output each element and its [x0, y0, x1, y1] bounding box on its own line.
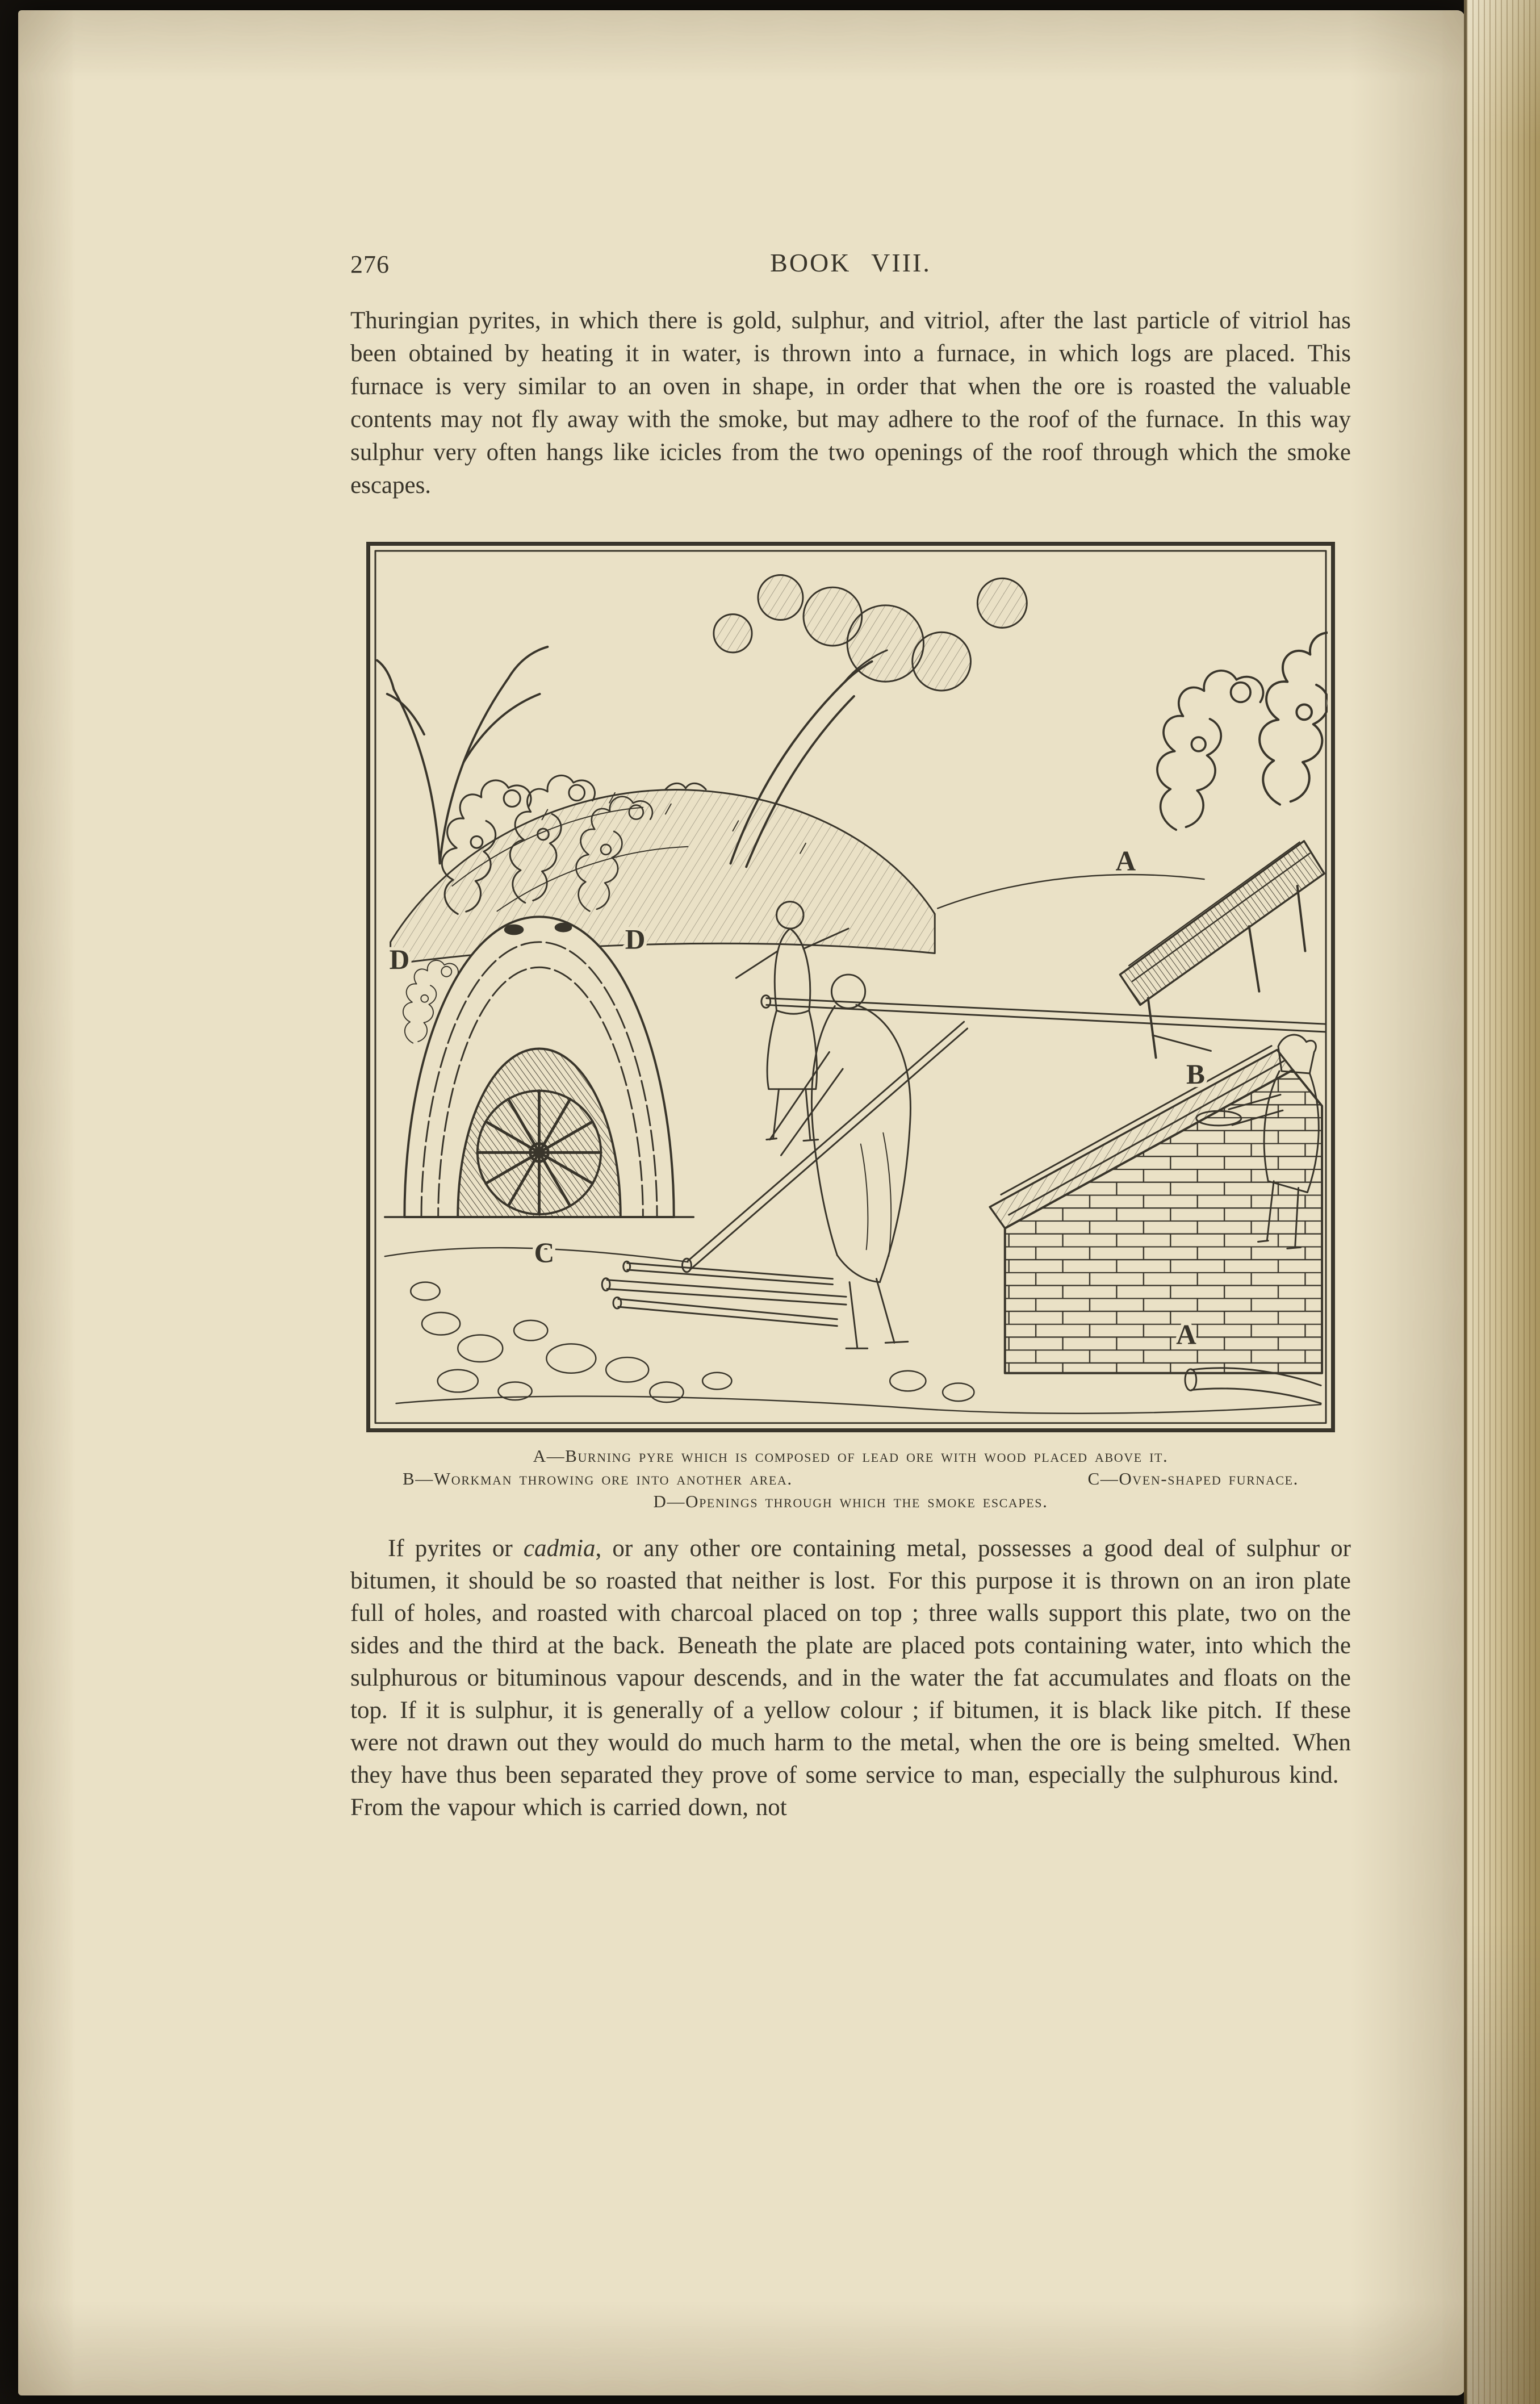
- figure-label-a-bottom: A: [1176, 1319, 1196, 1351]
- book-fore-edge: [1464, 0, 1540, 2404]
- figure-caption: [366, 1445, 1335, 1513]
- page-number: 276: [350, 250, 390, 278]
- page-header: [350, 248, 1351, 282]
- text-column: [350, 248, 1351, 1824]
- long-pole: [761, 996, 1325, 1032]
- running-head: BOOK VIII.: [770, 248, 931, 277]
- paragraph-1: Thuringian pyrites, in which there is gold, sulphur, and vitriol, after the last particle of vitriol has been obtained by heating it in water, is thrown into a furnace, in which logs are placed. This furnace is very similar to an oven in shape, in order that when the ore is roasted the valuable contents may not fly away with the smoke, but may adhere to the roof of the furnace. In this way sulphur very often hangs like icicles from the two openings of the roof through which the smoke escapes.: [350, 307, 1351, 499]
- paragraph-2-rest: , or any other ore containing metal, possesses a good deal of sulphur or bitumen, it should be so roasted that neither is lost. For this purpose it is thrown on an iron plate full of holes, and roasted with charcoal placed on top ; three walls support this plate, two on the sides and the third at the back. Beneath the plate are placed pots containing water, into which the sulphurous or bituminous vapour descends, and in the water the fat accumulates and floats on the top. If it is sulphur, it is generally of a yellow colour ; if bitumen, it is black like pitch. If these were not drawn out they would do much harm to the metal, when the ore is being smelted. When they have thus been separated they prove of some service to man, especially the sulphurous kind. From the vapour which is carried down, not: [350, 1535, 1351, 1821]
- figure-label-d-center: D: [625, 923, 646, 955]
- burning-pyre: [1120, 841, 1324, 1057]
- woodcut-drawing: [374, 549, 1328, 1425]
- paragraph-2-start: If pyrites or: [388, 1535, 524, 1562]
- figure-label-b: B: [1186, 1058, 1205, 1090]
- brick-ramp: [990, 1046, 1322, 1373]
- stick-wheel: [478, 1091, 601, 1214]
- figure-label-d-left: D: [389, 944, 410, 976]
- bird-icon: [666, 783, 706, 789]
- caption-line-2-left: B—Workman throwing ore into another area.: [403, 1468, 793, 1489]
- figure-label-a-top: A: [1115, 845, 1136, 877]
- caption-line-3: D—Openings through which the smoke escapes.: [653, 1491, 1048, 1511]
- caption-line-1: A—Burning pyre which is composed of lead ore with wood placed above it.: [533, 1445, 1169, 1466]
- woodcut-illustration: [366, 542, 1335, 1432]
- caption-line-2: [366, 1468, 1335, 1490]
- paragraph-2-italic-term: cadmia: [523, 1535, 596, 1562]
- paragraph-2: [350, 1532, 1351, 1824]
- figure-label-c: C: [534, 1237, 555, 1269]
- caption-line-2-right: C—Oven-shaped furnace.: [1087, 1468, 1299, 1489]
- book-page: [18, 10, 1465, 2395]
